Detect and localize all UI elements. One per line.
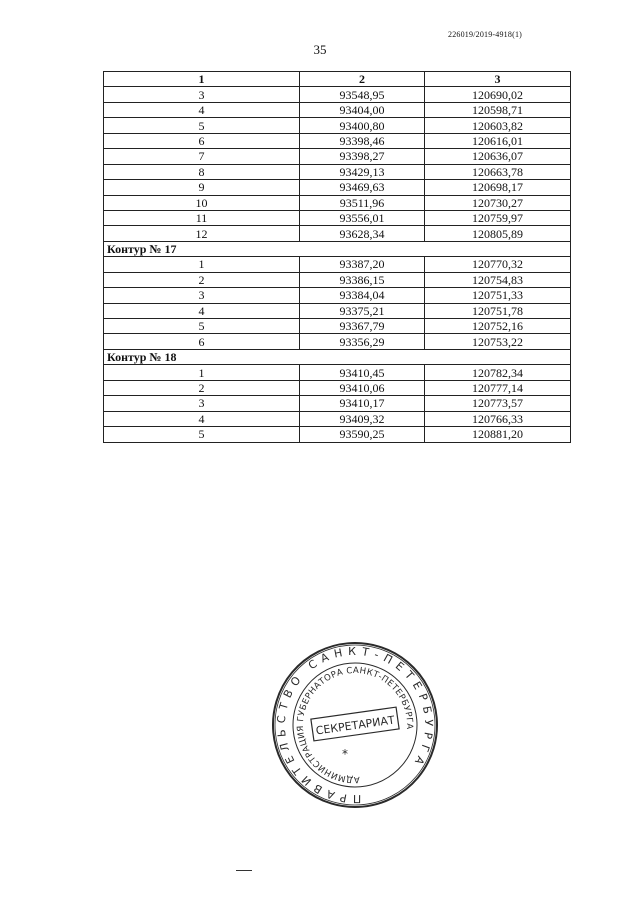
- table-row: [104, 380, 571, 395]
- y-coordinate-cell: 120698,17: [425, 180, 571, 195]
- point-number-cell: 1: [104, 257, 300, 272]
- x-coordinate-cell: 93386,15: [300, 272, 425, 287]
- point-number-cell: 5: [104, 427, 300, 442]
- y-coordinate-cell: 120759,97: [425, 210, 571, 225]
- y-coordinate-cell: 120636,07: [425, 149, 571, 164]
- table-header-row: [104, 72, 571, 87]
- point-number-cell: 8: [104, 164, 300, 179]
- page-number: 35: [313, 42, 327, 57]
- x-coordinate-cell: 93628,34: [300, 226, 425, 241]
- document-id: 226019/2019-4918(1): [448, 30, 523, 39]
- table-row: [104, 365, 571, 380]
- x-coordinate-cell: 93398,27: [300, 149, 425, 164]
- y-coordinate-cell: 120598,71: [425, 102, 571, 117]
- y-coordinate-cell: 120766,33: [425, 411, 571, 426]
- coordinates-table: [103, 71, 571, 443]
- table-row: [104, 133, 571, 148]
- point-number-cell: 1: [104, 365, 300, 380]
- y-coordinate-cell: 120752,16: [425, 319, 571, 334]
- table-row: [104, 195, 571, 210]
- table-row: [104, 411, 571, 426]
- point-number-cell: 11: [104, 210, 300, 225]
- x-coordinate-cell: 93400,80: [300, 118, 425, 133]
- x-coordinate-cell: 93548,95: [300, 87, 425, 102]
- y-coordinate-cell: 120603,82: [425, 118, 571, 133]
- point-number-cell: 3: [104, 288, 300, 303]
- point-number-cell: 2: [104, 380, 300, 395]
- x-coordinate-cell: 93590,25: [300, 427, 425, 442]
- table-row: [104, 226, 571, 241]
- x-coordinate-cell: 93387,20: [300, 257, 425, 272]
- table-row: [104, 180, 571, 195]
- y-coordinate-cell: 120751,33: [425, 288, 571, 303]
- section-row: [104, 241, 571, 256]
- section-label: Контур № 18: [104, 349, 571, 364]
- table-row: [104, 210, 571, 225]
- x-coordinate-cell: 93409,32: [300, 411, 425, 426]
- section-label: Контур № 17: [104, 241, 571, 256]
- x-coordinate-cell: 93398,46: [300, 133, 425, 148]
- point-number-cell: 5: [104, 319, 300, 334]
- y-coordinate-cell: 120805,89: [425, 226, 571, 241]
- x-coordinate-cell: 93469,63: [300, 180, 425, 195]
- x-coordinate-cell: 93556,01: [300, 210, 425, 225]
- seal-center-text: СЕКРЕТАРИАТ: [315, 713, 396, 738]
- point-number-cell: 10: [104, 195, 300, 210]
- point-number-cell: 2: [104, 272, 300, 287]
- seal-outer-text: ПРАВИТЕЛЬСТВО САНКТ-ПЕТЕРБУРГА: [274, 644, 436, 806]
- x-coordinate-cell: 93410,06: [300, 380, 425, 395]
- section-row: [104, 349, 571, 364]
- y-coordinate-cell: 120616,01: [425, 133, 571, 148]
- point-number-cell: 7: [104, 149, 300, 164]
- y-coordinate-cell: 120753,22: [425, 334, 571, 349]
- point-number-cell: 4: [104, 303, 300, 318]
- point-number-cell: 5: [104, 118, 300, 133]
- table-row: [104, 319, 571, 334]
- point-number-cell: 12: [104, 226, 300, 241]
- table-row: [104, 303, 571, 318]
- seal-star-icon: *: [342, 747, 348, 761]
- y-coordinate-cell: 120754,83: [425, 272, 571, 287]
- x-coordinate-cell: 93429,13: [300, 164, 425, 179]
- column-header-2: 2: [300, 72, 425, 87]
- footer-mark: [236, 870, 252, 871]
- x-coordinate-cell: 93511,96: [300, 195, 425, 210]
- x-coordinate-cell: 93404,00: [300, 102, 425, 117]
- y-coordinate-cell: 120690,02: [425, 87, 571, 102]
- x-coordinate-cell: 93410,17: [300, 396, 425, 411]
- table-row: [104, 87, 571, 102]
- y-coordinate-cell: 120881,20: [425, 427, 571, 442]
- column-header-3: 3: [425, 72, 571, 87]
- x-coordinate-cell: 93375,21: [300, 303, 425, 318]
- point-number-cell: 6: [104, 334, 300, 349]
- table-row: [104, 164, 571, 179]
- table-row: [104, 334, 571, 349]
- seal-inner-text: АДМИНИСТРАЦИЯ ГУБЕРНАТОРА САНКТ-ПЕТЕРБУРГА: [295, 665, 415, 785]
- y-coordinate-cell: 120770,32: [425, 257, 571, 272]
- coordinates-table-body: [104, 72, 571, 443]
- x-coordinate-cell: 93384,04: [300, 288, 425, 303]
- table-row: [104, 102, 571, 117]
- point-number-cell: 6: [104, 133, 300, 148]
- y-coordinate-cell: 120782,34: [425, 365, 571, 380]
- point-number-cell: 3: [104, 87, 300, 102]
- point-number-cell: 3: [104, 396, 300, 411]
- y-coordinate-cell: 120663,78: [425, 164, 571, 179]
- table-row: [104, 396, 571, 411]
- point-number-cell: 4: [104, 411, 300, 426]
- table-row: [104, 257, 571, 272]
- x-coordinate-cell: 93410,45: [300, 365, 425, 380]
- y-coordinate-cell: 120730,27: [425, 195, 571, 210]
- table-row: [104, 288, 571, 303]
- x-coordinate-cell: 93356,29: [300, 334, 425, 349]
- x-coordinate-cell: 93367,79: [300, 319, 425, 334]
- point-number-cell: 4: [104, 102, 300, 117]
- table-row: [104, 427, 571, 442]
- y-coordinate-cell: 120777,14: [425, 380, 571, 395]
- y-coordinate-cell: 120751,78: [425, 303, 571, 318]
- y-coordinate-cell: 120773,57: [425, 396, 571, 411]
- table-row: [104, 118, 571, 133]
- table-row: [104, 272, 571, 287]
- point-number-cell: 9: [104, 180, 300, 195]
- column-header-1: 1: [104, 72, 300, 87]
- table-row: [104, 149, 571, 164]
- secretariat-seal: [270, 640, 440, 810]
